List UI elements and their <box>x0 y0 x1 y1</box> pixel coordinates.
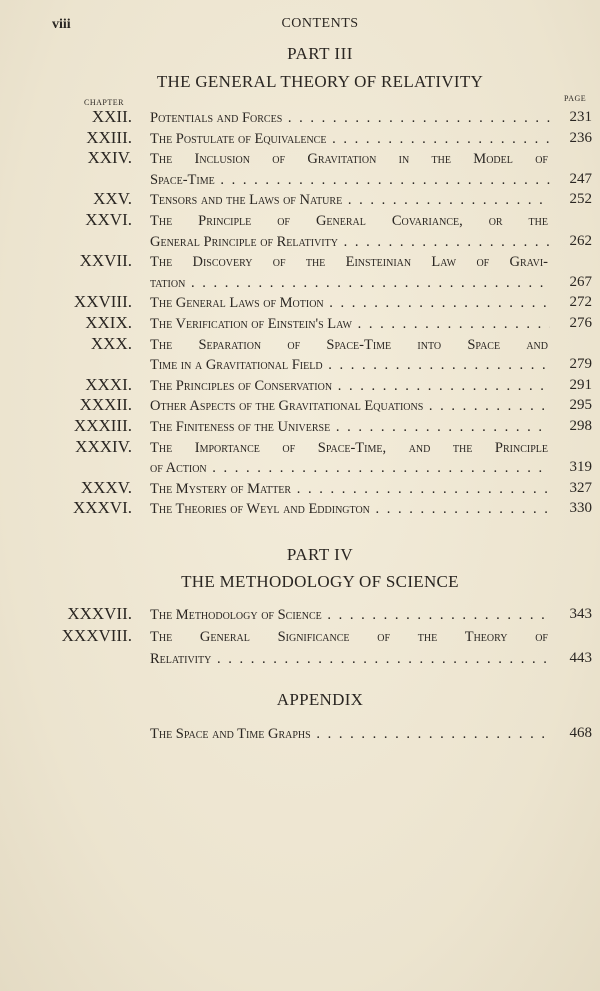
page-reference: 468 <box>569 725 592 741</box>
page-reference: 236 <box>569 129 592 146</box>
chapter-title-line: The Space and Time Graphs . . . <box>150 726 550 743</box>
chapter-number: XXIV. <box>87 148 132 168</box>
chapter-number: XXII. <box>91 107 132 126</box>
chapter-title-line: General Principle of Relativity . . . <box>150 234 550 251</box>
chapter-number: XXVIII. <box>73 292 132 312</box>
chapter-number: XXXIII. <box>73 416 132 435</box>
chapter-title-line: of Action . . . <box>150 460 550 477</box>
page-reference: 252 <box>569 191 592 208</box>
page-reference: 276 <box>569 315 592 331</box>
chapter-title-line: The General Laws of Motion . . . <box>150 295 550 312</box>
chapter-number: XXVII. <box>79 251 132 271</box>
chapter-number: XXXV. <box>80 477 132 497</box>
chapter-number: XXXVI. <box>72 498 132 518</box>
chapter-number: XXIX. <box>85 313 132 332</box>
chapter-number: XXXVIII. <box>61 626 132 645</box>
chapter-title-line: The Principle of General Covariance, or the <box>150 213 548 229</box>
page-reference: 343 <box>569 606 592 622</box>
chapter-title-line: Tensors and the Laws of Nature . . . <box>150 192 550 209</box>
chapter-title-line: The Postulate of Equivalence . . . <box>150 131 550 148</box>
chapter-title-line: The Separation of Space-Time into Space and <box>150 336 548 353</box>
page-reference: 272 <box>569 294 592 311</box>
chapter-title-line: The Methodology of Science . . . <box>150 607 550 624</box>
chapter-number: XXXI. <box>85 374 132 394</box>
chapter-number: XXV. <box>93 189 132 209</box>
page-reference: 262 <box>569 232 592 249</box>
chapter-number: XXXVII. <box>67 604 132 623</box>
part-iii-heading: PART III <box>287 44 353 63</box>
chapter-title-line: The Principles of Conservation . . . <box>150 378 550 395</box>
chapter-title-line: The General Significance of the Theory of <box>150 629 548 645</box>
chapter-title-line: The Importance of Space-Time, and the Principle <box>150 439 548 456</box>
part-iv-title: THE METHODOLOGY OF SCIENCE <box>181 572 459 591</box>
page-reference: 327 <box>569 479 592 496</box>
chapter-title-line: tation . . . <box>150 275 550 292</box>
chapter-title-line: The Finiteness of the Universe . . . <box>150 419 550 436</box>
chapter-title-line: The Discovery of the Einsteinian Law of Gravi- <box>150 254 548 271</box>
chapter-title-line: Potentials and Forces . . . <box>150 110 550 127</box>
page-reference: 298 <box>569 418 592 434</box>
page-reference: 330 <box>569 500 592 517</box>
chapter-number: XXX. <box>90 333 132 353</box>
page-reference: 279 <box>569 356 592 373</box>
chapter-title-line: The Theories of Weyl and Eddington . . . <box>150 501 550 518</box>
page-reference: 267 <box>569 273 592 290</box>
page-reference: 291 <box>569 376 592 393</box>
page-reference: 295 <box>569 397 592 414</box>
page-reference: 231 <box>569 109 592 125</box>
running-header: CONTENTS <box>281 16 359 31</box>
part-iv-heading: PART IV <box>286 545 354 564</box>
chapter-column-label: CHAPTER <box>84 98 124 107</box>
chapter-title-line: Relativity . . . <box>150 651 550 668</box>
chapter-title-line: Space-Time . . . <box>150 172 550 189</box>
page-reference: 247 <box>569 170 592 187</box>
chapter-title-line: Time in a Gravitational Field . . . <box>150 357 550 374</box>
chapter-title-line: Other Aspects of the Gravitational Equations . . . <box>150 398 550 415</box>
page-reference: 319 <box>569 459 592 476</box>
page-reference: 443 <box>569 650 592 666</box>
appendix-heading: APPENDIX <box>276 690 364 709</box>
page-column-label: PAGE <box>564 94 587 103</box>
chapter-number: XXXII. <box>79 395 132 415</box>
chapter-title-line: The Inclusion of Gravitation in the Model of <box>150 151 548 168</box>
chapter-title-line: The Verification of Einstein's Law . . . <box>150 316 550 333</box>
page-number: viii <box>52 17 71 32</box>
chapter-title-line: The Mystery of Matter . . . <box>150 481 550 498</box>
chapter-number: XXIII. <box>86 127 132 147</box>
chapter-number: XXVI. <box>85 210 132 229</box>
part-iii-title: THE GENERAL THEORY OF RELATIVITY <box>156 72 484 91</box>
chapter-number: XXXIV. <box>75 436 132 456</box>
